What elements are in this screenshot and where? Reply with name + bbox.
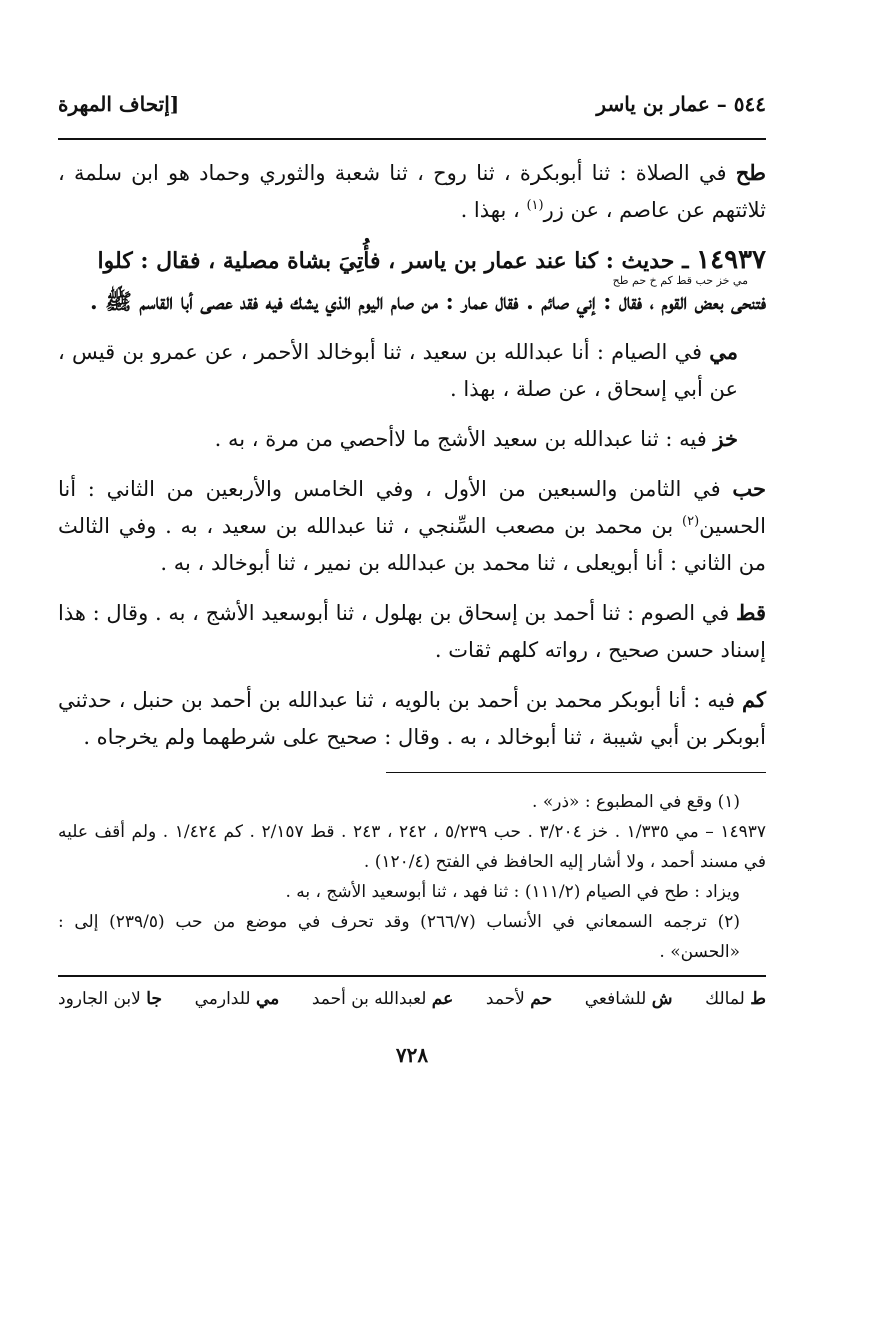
footnote-1: (١) وقع في المطبوع : «ذر» .: [532, 792, 740, 812]
abbrev-item: جا لابن الجارود: [58, 989, 162, 1009]
header-chapter: ٥٤٤ – عمار بن ياسر: [596, 92, 766, 116]
abbrev-item: مي للدارمي: [194, 989, 280, 1009]
running-header: [58, 92, 766, 130]
siglum: حب: [732, 476, 766, 501]
abbreviations-rule: [58, 975, 766, 977]
abbrev-item: ش للشافعي: [584, 989, 673, 1009]
paragraph-ibn-hibban: حب في الثامن والسبعين من الأول ، وفي الخامس والأربعين من الثاني : أنا الحسين$^{(٢)}$ بن محمد بن مصعب السِّنجي ، ثنا عبدالله بن سعيد ، به . وفي الثالث من الثاني : أنا أبويعلى ، ثنا محمد بن عبدالله بن نمير ، ثنا أبوخالد ، به .: [58, 476, 766, 575]
paragraph-ibn-khuzayma: خز فيه : ثنا عبدالله بن سعيد الأشج ما لاأحصي من مرة ، به .: [214, 426, 738, 451]
header-book-title: [إتحاف المهرة: [58, 92, 180, 116]
footnote-takhrij: ١٤٩٣٧ – مي ١/٣٣٥ . خز ٣/٢٠٤ . حب ٥/٢٣٩ ، ٢٤٢ ، ٢٤٣ . قط ٢/١٥٧ . كم ١/٤٢٤ . ولم أقف عليه في مسند أحمد ، ولا أشار إليه الحافظ في الفتح (١٢٠/٤) .: [58, 822, 766, 872]
abbrev-item: عم لعبدالله بن أحمد: [311, 989, 454, 1009]
hadith-text-continued: فتنحى بعض القوم ، فقال : إني صائم . فقال عمار : من صام اليوم الذي يشك فيه فقد عصى أبا القاسم ﷺ .: [89, 289, 766, 315]
footnotes: [58, 787, 766, 967]
siglum: قط: [736, 600, 766, 625]
source-annotation: مي خز حب قط كم خ حم طح: [612, 274, 748, 287]
page-number: ٧٢٨: [395, 1043, 429, 1067]
hadith-label: ـ حديث :: [598, 248, 697, 274]
siglum: خز: [713, 426, 738, 451]
hadith-entry: [58, 241, 766, 321]
siglum: طح: [735, 160, 766, 185]
abbreviations-key: [58, 983, 766, 1015]
footnote-addition: ويزاد : طح في الصيام (١١١/٢) : ثنا فهد ، ثنا أبوسعيد الأشج ، به .: [285, 882, 740, 902]
abbrev-item: ط لمالك: [705, 989, 766, 1009]
paragraph-darimi: مي في الصيام : أنا عبدالله بن سعيد ، ثنا أبوخالد الأحمر ، عن عمرو بن قيس ، عن أبي إسحاق ، عن صلة ، بهذا .: [58, 339, 738, 401]
footnote-2: (٢) ترجمه السمعاني في الأنساب (٢٦٦/٧) وقد تحرف في موضع من حب (٢٣٩/٥) إلى : «الحسن» .: [58, 912, 740, 962]
siglum: كم: [742, 687, 766, 712]
footnote-ref: (٢): [682, 514, 700, 529]
header-rule: [58, 138, 766, 140]
paragraph-daraqutni: قط في الصوم : ثنا أحمد بن إسحاق بن بهلول ، ثنا أبوسعيد الأشج ، به . وقال : هذا إسناد حسن صحيح ، رواته كلهم ثقات .: [58, 600, 766, 662]
abbrev-item: حم لأحمد: [485, 989, 553, 1009]
footnote-rule: [386, 772, 766, 773]
hadith-text: كنا عند عمار بن ياسر ، فأُتِيَ بشاة مصلية ، فقال : كلوا: [97, 248, 599, 274]
main-text: [58, 154, 766, 756]
hadith-number: ١٤٩٣٧: [696, 245, 766, 275]
siglum: مي: [709, 339, 738, 364]
paragraph-hakim: كم فيه : أنا أبوبكر محمد بن أحمد بن بالويه ، ثنا عبدالله بن أحمد بن حنبل ، حدثني أبوبكر بن أبي شيبة ، ثنا أبوخالد ، به . وقال : صحيح على شرطهما ولم يخرجاه .: [58, 687, 766, 749]
page: [58, 92, 766, 1067]
footnote-ref: (١): [526, 198, 544, 213]
paragraph-tahawi: طح في الصلاة : ثنا أبوبكرة ، ثنا روح ، ثنا شعبة والثوري وحماد هو ابن سلمة ، ثلاثتهم عن عاصم ، عن زر$^{(١)}$ ، بهذا .: [58, 160, 766, 222]
